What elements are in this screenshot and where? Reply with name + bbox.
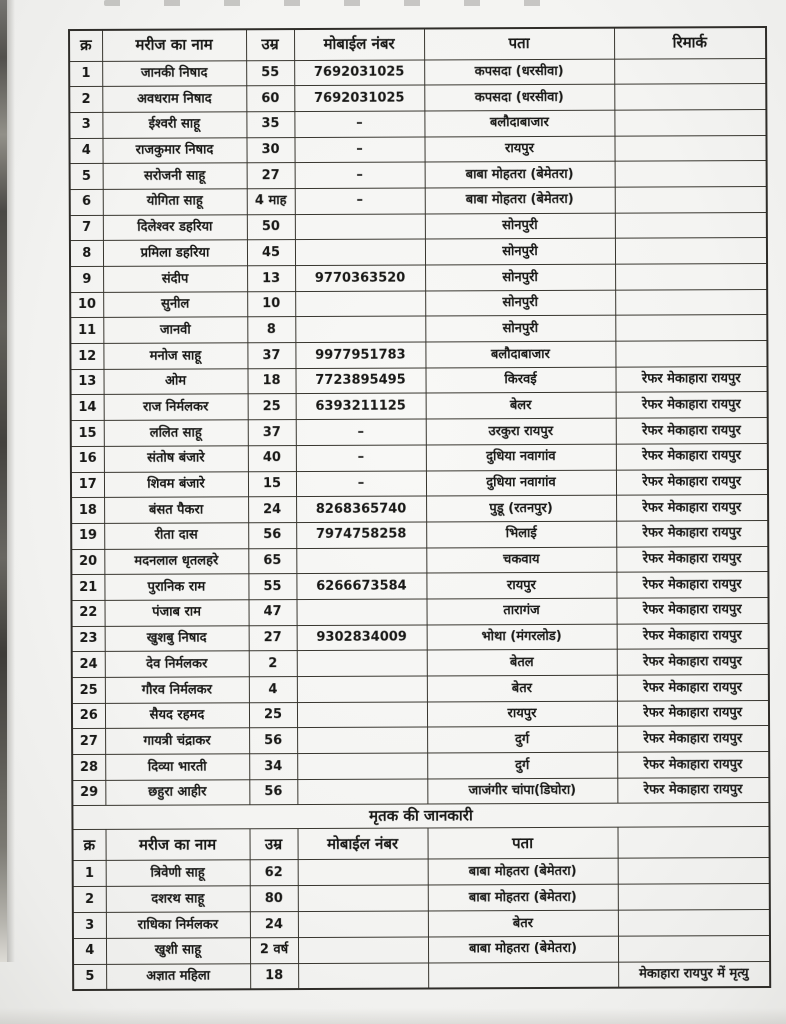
table-cell: भोथा (मंगरलोड) <box>427 624 617 651</box>
table-cell: ललित साहू <box>104 420 248 446</box>
table-cell: बाबा मोहतरा (बेमेतरा) <box>425 161 615 188</box>
table-cell: बेतर <box>428 910 618 937</box>
table-cell: – <box>296 470 426 496</box>
table-cell: रेफर मेकाहारा रायपुर <box>617 700 769 726</box>
table-cell: 47 <box>248 599 296 625</box>
table-cell: ईश्वरी साहू <box>102 112 246 138</box>
table-cell: 18 <box>71 498 104 524</box>
table-row <box>72 726 769 755</box>
table-cell: पुडू (रतनपुर) <box>426 495 616 522</box>
table-cell: 7 <box>70 215 103 241</box>
table-row <box>70 289 767 318</box>
table-row <box>73 910 770 939</box>
table-cell: 30 <box>246 137 294 163</box>
table-cell <box>295 214 425 240</box>
table-cell: 13 <box>70 369 103 395</box>
table-row <box>73 935 770 964</box>
table-cell: जानवी <box>103 317 247 343</box>
table-cell: 18 <box>247 368 295 394</box>
table-cell: 34 <box>249 754 297 780</box>
table-cell: ओम <box>103 369 247 395</box>
table-row <box>70 315 767 344</box>
table-cell <box>295 239 425 265</box>
table-cell: 7692031025 <box>294 85 424 111</box>
table-cell: छहुरा आहीर <box>105 780 249 806</box>
table-cell: पंजाब राम <box>104 600 248 626</box>
table-row <box>70 238 767 267</box>
table-row <box>72 623 769 652</box>
table-cell <box>615 264 767 290</box>
table-cell: बाबा मोहतरा (बेमेतरा) <box>428 859 618 886</box>
table-cell: 27 <box>72 729 105 755</box>
table-cell: 9977951783 <box>295 342 425 368</box>
table-cell: 4 <box>73 938 106 964</box>
table-cell: 25 <box>248 394 296 420</box>
table-cell: – <box>295 162 425 188</box>
table-cell: 60 <box>246 86 294 112</box>
col-header-serial: क्र <box>69 30 102 61</box>
col-header-age: उम्र <box>246 29 294 60</box>
table-cell: बेतल <box>427 649 617 676</box>
table-cell: दिव्या भारती <box>105 754 249 780</box>
table-cell: सोनपुरी <box>425 213 615 240</box>
section-and-header2 <box>72 803 769 861</box>
table-cell: 50 <box>247 214 295 240</box>
table-cell: 1 <box>73 861 106 887</box>
table-cell: 11 <box>70 318 103 344</box>
table-cell: 1 <box>69 61 102 87</box>
table-row <box>71 572 768 601</box>
table-cell: 56 <box>249 728 297 754</box>
table-cell <box>618 884 770 910</box>
col-header-patient-name: मरीज का नाम <box>106 829 250 861</box>
section-title-row <box>72 803 769 830</box>
col-header-patient-name: मरीज का नाम <box>102 29 246 61</box>
table-row <box>71 418 768 447</box>
table-cell: अज्ञात महिला <box>106 963 250 989</box>
table-cell: 27 <box>247 163 295 189</box>
table-row <box>70 212 767 241</box>
table-cell: गायत्री चंद्राकर <box>105 728 249 754</box>
table-cell: रेफर मेकाहारा रायपुर <box>616 392 768 418</box>
table-row <box>69 84 766 113</box>
table-cell: रेफर मेकाहारा रायपुर <box>615 366 767 392</box>
table-cell: 25 <box>249 702 297 728</box>
table-cell: रीता दास <box>104 523 248 549</box>
table-cell: 14 <box>71 395 104 421</box>
table-row <box>71 469 768 498</box>
table-cell: राधिका निर्मलकर <box>106 912 250 938</box>
table-cell: 4 <box>249 677 297 703</box>
section-title: मृतक की जानकारी <box>72 803 769 830</box>
table-cell <box>298 911 428 937</box>
table-row <box>71 443 768 472</box>
table-cell: 62 <box>250 860 298 886</box>
photo-left-edge-shadow <box>0 0 7 962</box>
table-cell: किरवई <box>425 367 615 394</box>
col-header-serial: क्र <box>73 830 106 861</box>
table-cell: 16 <box>71 446 104 472</box>
table-cell: 20 <box>71 549 104 575</box>
table-cell: रेफर मेकाहारा रायपुर <box>616 469 768 495</box>
table-row <box>70 186 767 215</box>
table-cell: सोनपुरी <box>425 290 615 317</box>
table-cell: बलौदाबाजार <box>424 110 614 137</box>
table-cell: 29 <box>72 780 105 806</box>
table-cell: पुरानिक राम <box>104 574 248 600</box>
table-row <box>72 752 769 781</box>
table-cell: कपसदा (धरसीवा) <box>424 84 614 111</box>
table-cell: गौरव निर्मलकर <box>105 677 249 703</box>
table-row <box>71 495 768 524</box>
table-cell: – <box>295 188 425 214</box>
table-cell: 55 <box>248 574 296 600</box>
table-cell <box>615 212 767 238</box>
table-cell <box>297 779 427 805</box>
table-cell: जानकी निषाद <box>102 60 246 86</box>
table-cell: प्रमिला डहरिया <box>103 240 247 266</box>
table-cell: रेफर मेकाहारा रायपुर <box>617 623 769 649</box>
table-cell: 10 <box>247 291 295 317</box>
table-cell: 7974758258 <box>296 522 426 548</box>
table-cell: 4 माह <box>247 188 295 214</box>
table-cell <box>298 937 428 963</box>
table-cell: सरोजनी साहू <box>103 163 247 189</box>
table-cell: रेफर मेकाहारा रायपुर <box>616 572 768 598</box>
table-row <box>72 649 769 678</box>
table-cell: मदनलाल धृतलहरे <box>104 548 248 574</box>
table-cell: राजकुमार निषाद <box>102 137 246 163</box>
table-cell: 6 <box>70 189 103 215</box>
table-cell: देव निर्मलकर <box>105 651 249 677</box>
table-cell <box>614 109 766 135</box>
table-cell: सुनील <box>103 291 247 317</box>
table-cell: रेफर मेकाहारा रायपुर <box>616 443 768 469</box>
table-cell: 22 <box>72 600 105 626</box>
col-header-mobile: मोबाईल नंबर <box>297 828 427 860</box>
table-cell: 26 <box>72 703 105 729</box>
table-cell <box>615 341 767 367</box>
table-cell: 2 <box>249 651 297 677</box>
table-row <box>73 858 770 887</box>
photo-left-edge-fade <box>7 0 15 962</box>
table-cell <box>618 910 770 936</box>
table-cell: 18 <box>250 963 298 989</box>
table-cell: 3 <box>69 112 102 138</box>
table-cell: 8 <box>247 317 295 343</box>
table-cell: बाबा मोहतरा (बेमेतरा) <box>428 936 618 963</box>
table-cell: – <box>296 419 426 445</box>
table-cell: उरकुरा रायपुर <box>426 418 616 445</box>
table2-body <box>73 858 771 990</box>
table-cell: 7723895495 <box>295 368 425 394</box>
col-header-age: उम्र <box>249 829 297 860</box>
table-cell: रेफर मेकाहारा रायपुर <box>616 418 768 444</box>
table-row <box>69 109 766 138</box>
table-cell <box>295 316 425 342</box>
table-cell: 24 <box>248 497 296 523</box>
table-cell: 9 <box>70 266 103 292</box>
table-cell: रेफर मेकाहारा रायपुर <box>617 674 769 700</box>
table-cell: शिवम बंजारे <box>104 471 248 497</box>
table-cell: बंसत पैकरा <box>104 497 248 523</box>
col-header-address: पता <box>427 828 617 860</box>
table-cell: 15 <box>71 421 104 447</box>
table-cell: 2 <box>73 887 106 913</box>
table-cell <box>297 753 427 779</box>
table-cell: चकवाय <box>426 547 616 574</box>
table-cell <box>615 161 767 187</box>
table-cell: तारागंज <box>426 598 616 625</box>
table-cell: 23 <box>72 626 105 652</box>
table-row <box>73 884 770 913</box>
table-cell: – <box>294 137 424 163</box>
table-cell: 2 <box>69 87 102 113</box>
table-cell: दुधिया नवागांव <box>426 444 616 471</box>
table-row <box>73 961 770 990</box>
table1-body <box>69 58 769 806</box>
patient-table-container <box>68 26 771 991</box>
table-cell <box>298 963 428 989</box>
table-cell: 28 <box>72 754 105 780</box>
table-cell: संदीप <box>103 266 247 292</box>
table-cell: बाबा मोहतरा (बेमेतरा) <box>425 187 615 214</box>
table-cell <box>298 885 428 911</box>
table-cell: 9770363520 <box>295 265 425 291</box>
table-cell: रेफर मेकाहारा रायपुर <box>617 726 769 752</box>
table-cell <box>297 702 427 728</box>
table-cell: खुशी साहू <box>106 938 250 964</box>
table-row <box>72 597 769 626</box>
table-cell: 40 <box>248 445 296 471</box>
table-row <box>72 700 769 729</box>
table-row <box>72 777 769 806</box>
table-row <box>71 546 768 575</box>
table-cell: 27 <box>249 625 297 651</box>
table-cell <box>614 58 766 84</box>
table-cell: रायपुर <box>426 572 616 599</box>
table-cell: रेफर मेकाहारा रायपुर <box>616 546 768 572</box>
table-cell: – <box>296 445 426 471</box>
table-cell <box>615 289 767 315</box>
table-cell: 8 <box>70 241 103 267</box>
table-cell: संतोष बंजारे <box>104 446 248 472</box>
table-cell: 45 <box>247 240 295 266</box>
col-header-remark-empty <box>617 827 769 859</box>
table-cell: मेकाहारा रायपुर में मृत्यु <box>618 961 770 987</box>
table-cell: 65 <box>248 548 296 574</box>
table-cell <box>295 291 425 317</box>
table-cell: सोनपुरी <box>425 238 615 265</box>
table-cell: 56 <box>249 779 297 805</box>
table-cell: दशरथ साहू <box>106 886 250 912</box>
table-cell: 6266673584 <box>296 573 426 599</box>
table-cell: रेफर मेकाहारा रायपुर <box>617 752 769 778</box>
table-cell: 35 <box>246 111 294 137</box>
table-cell: 15 <box>248 471 296 497</box>
table-row <box>69 135 766 164</box>
table-cell: कपसदा (धरसीवा) <box>424 59 614 86</box>
table-cell <box>615 238 767 264</box>
table-cell: 55 <box>246 60 294 86</box>
table-cell: जाजंगीर चांपा(डिघोरा) <box>427 778 617 805</box>
table-cell: 12 <box>70 343 103 369</box>
table-cell: रेफर मेकाहारा रायपुर <box>617 777 769 803</box>
table-cell: दुर्ग <box>427 727 617 754</box>
table-row <box>70 341 767 370</box>
table-cell: 17 <box>71 472 104 498</box>
photo-top-artifact <box>104 0 584 6</box>
table-cell: 5 <box>73 964 106 990</box>
table-cell: 13 <box>247 266 295 292</box>
table-cell: खुशबु निषाद <box>105 625 249 651</box>
table-cell: बेतर <box>427 675 617 702</box>
table-cell: रेफर मेकाहारा रायपुर <box>616 495 768 521</box>
table-row <box>72 674 769 703</box>
table-cell <box>298 859 428 885</box>
col-header-remark: रिमार्क <box>614 27 766 59</box>
table-cell <box>618 858 770 884</box>
table-cell: 10 <box>70 292 103 318</box>
table-cell: 5 <box>70 164 103 190</box>
col-header-mobile: मोबाईल नंबर <box>294 28 424 60</box>
table-cell: सोनपुरी <box>425 316 615 343</box>
table-cell: राज निर्मलकर <box>104 394 248 420</box>
table-cell: 56 <box>248 522 296 548</box>
table-cell <box>614 84 766 110</box>
table1-header <box>69 27 766 61</box>
table-cell: 37 <box>248 420 296 446</box>
table-cell: 25 <box>72 677 105 703</box>
col-header-address: पता <box>424 28 614 60</box>
table-cell: अवधराम निषाद <box>102 86 246 112</box>
table-cell: रायपुर <box>427 701 617 728</box>
table-cell <box>618 935 770 961</box>
table-cell <box>296 599 426 625</box>
table1-header-row <box>69 27 766 61</box>
table-cell: 6393211125 <box>296 393 426 419</box>
table-cell: 9302834009 <box>297 625 427 651</box>
table-cell: रायपुर <box>424 136 614 163</box>
table-cell: 8268365740 <box>296 496 426 522</box>
table-cell: 7692031025 <box>294 59 424 85</box>
table-cell: रेफर मेकाहारा रायपुर <box>617 649 769 675</box>
table-cell <box>297 650 427 676</box>
table-cell: दुर्ग <box>427 752 617 779</box>
table-cell: दिलेश्वर डहरिया <box>103 214 247 240</box>
table-row <box>71 520 768 549</box>
table-cell: 19 <box>71 523 104 549</box>
table-cell: बलौदाबाजार <box>425 341 615 368</box>
table-cell <box>615 186 767 212</box>
table-cell: – <box>294 111 424 137</box>
table-cell: 80 <box>250 886 298 912</box>
table-row <box>70 366 767 395</box>
table-cell: 3 <box>73 912 106 938</box>
table-cell: 21 <box>71 575 104 601</box>
table-cell: रेफर मेकाहारा रायपुर <box>616 597 768 623</box>
table-cell: मनोज साहू <box>103 343 247 369</box>
table-cell: भिलाई <box>426 521 616 548</box>
table-cell: दुधिया नवागांव <box>426 470 616 497</box>
patient-table <box>68 26 771 991</box>
table-cell: 24 <box>250 912 298 938</box>
table-row <box>70 161 767 190</box>
table-row <box>71 392 768 421</box>
photo-bottom-shadow <box>0 1008 786 1024</box>
table-row <box>70 264 767 293</box>
table-cell: सैयद रहमद <box>105 702 249 728</box>
table-cell: सोनपुरी <box>425 264 615 291</box>
table-cell <box>615 315 767 341</box>
table-cell: रेफर मेकाहारा रायपुर <box>616 520 768 546</box>
table-cell <box>296 548 426 574</box>
table-cell: बेलर <box>426 393 616 420</box>
table-cell <box>428 962 618 989</box>
table-cell: 37 <box>247 343 295 369</box>
table-cell: 2 वर्ष <box>250 937 298 963</box>
table-cell: त्रिवेणी साहू <box>106 860 250 886</box>
table-cell <box>297 727 427 753</box>
table2-header-row <box>73 827 770 861</box>
table-cell: 4 <box>69 138 102 164</box>
table-cell <box>614 135 766 161</box>
table-cell: बाबा मोहतरा (बेमेतरा) <box>428 884 618 911</box>
table-cell <box>297 676 427 702</box>
table-cell: योगिता साहू <box>103 189 247 215</box>
table-row <box>69 58 766 87</box>
table-cell: 24 <box>72 652 105 678</box>
